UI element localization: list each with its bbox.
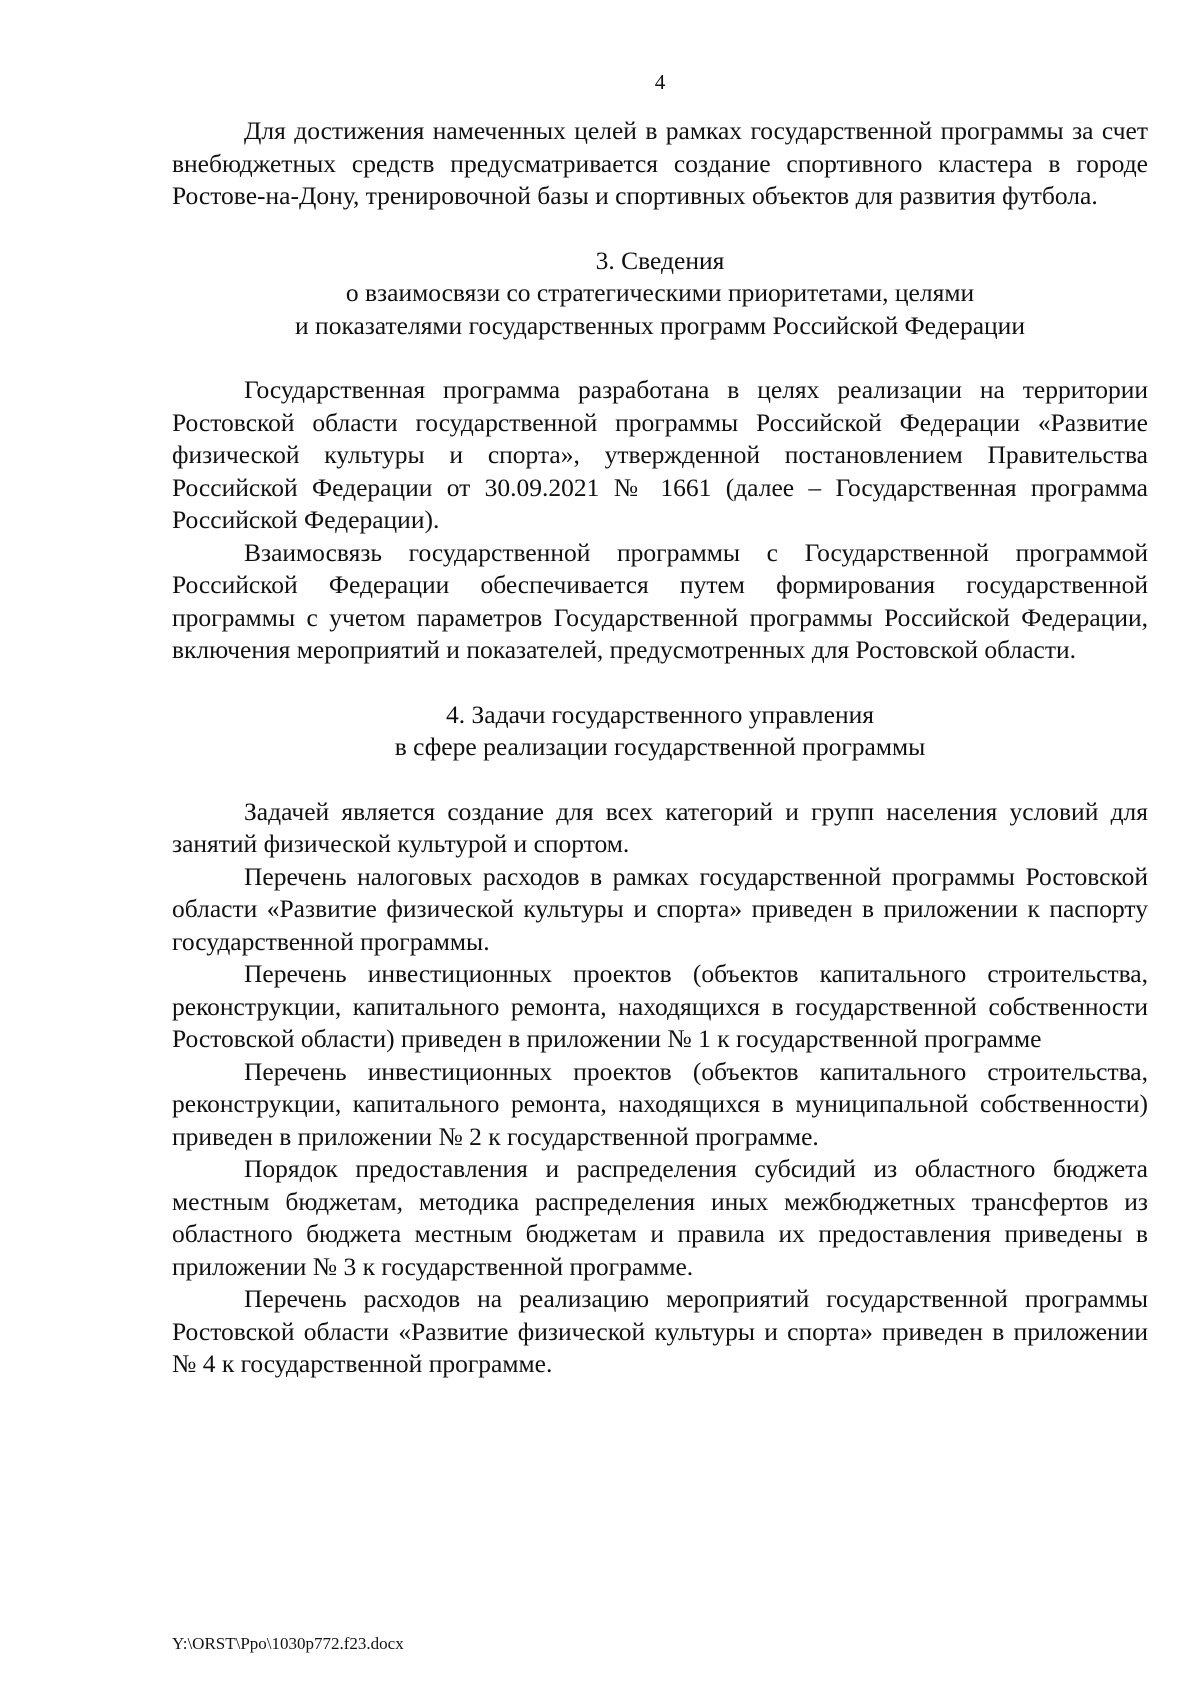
section-4-heading-line: в сфере реализации государственной программы [394, 732, 926, 761]
section-3-heading [172, 245, 1148, 343]
section-3-heading-line: 3. Сведения [595, 245, 725, 275]
document-body [172, 115, 1148, 1381]
section-4-paragraph: Перечень инвестиционных проектов (объектов капитального строительства, реконструкции, капитального ремонта, находящихся в муниципальной собственности) приведен в приложении № 2 к государственной программе. [172, 1056, 1148, 1151]
section-4-paragraph: Перечень налоговых расходов в рамках государственной программы Ростовской области «Развитие физической культуры и спорта» приведен в приложении к паспорту государственной программы. [172, 861, 1148, 956]
section-4-paragraph: Порядок предоставления и распределения субсидий из областного бюджета местным бюджетам, методика распределения иных межбюджетных трансфертов из областного бюджета местным бюджетам и правила их предоставления приведены в приложении № 3 к государственной программе. [172, 1154, 1148, 1281]
section-4-body [172, 796, 1148, 1381]
page-number: 4 [654, 70, 666, 94]
section-4-paragraph: Задачей является создание для всех категорий и групп населения условий для занятий физической культурой и спортом. [172, 796, 1148, 858]
section-3-body [172, 374, 1148, 667]
section-3-paragraph: Государственная программа разработана в целях реализации на территории Ростовской области государственной программы Российской Федерации «Развитие физической культуры и спорта», утвержденной постановлением Правительства Российской Федерации от 30.09.2021 № 1661 (далее – Государственная программа Российской Федерации). [172, 375, 1148, 534]
section-4-paragraph: Перечень расходов на реализацию мероприятий государственной программы Ростовской области «Развитие физической культуры и спорта» приведен в приложении № 4 к государственной программе. [172, 1284, 1148, 1378]
section-4-heading [172, 699, 1148, 764]
footer-file-path: Y:\ORST\Ppo\1030p772.f23.docx [172, 1634, 404, 1653]
section-4-heading-line: 4. Задачи государственного управления [446, 699, 874, 729]
document-page [172, 0, 1148, 1698]
section-3-paragraph: Взаимосвязь государственной программы с Государственной программой Российской Федерации обеспечивается путем формирования государственной программы с учетом параметров Государственной программы Российской Федерации, включения мероприятий и показателей, предусмотренных для Ростовской области. [172, 537, 1148, 664]
section-3-heading-line: и показателями государственных программ Российской Федерации [295, 310, 1025, 340]
section-4-paragraph: Перечень инвестиционных проектов (объектов капитального строительства, реконструкции, капитального ремонта, находящихся в государственной собственности Ростовской области) приведен в приложении № 1 к государственной программе [172, 959, 1148, 1053]
intro-paragraph: Для достижения намеченных целей в рамках государственной программы за счет внебюджетных средств предусматривается создание спортивного кластера в городе Ростове-на-Дону, тренировочной базы и спортивных объектов для развития футбола. [172, 116, 1148, 210]
section-3-heading-line: о взаимосвязи со стратегическими приоритетами, целями [345, 278, 975, 307]
